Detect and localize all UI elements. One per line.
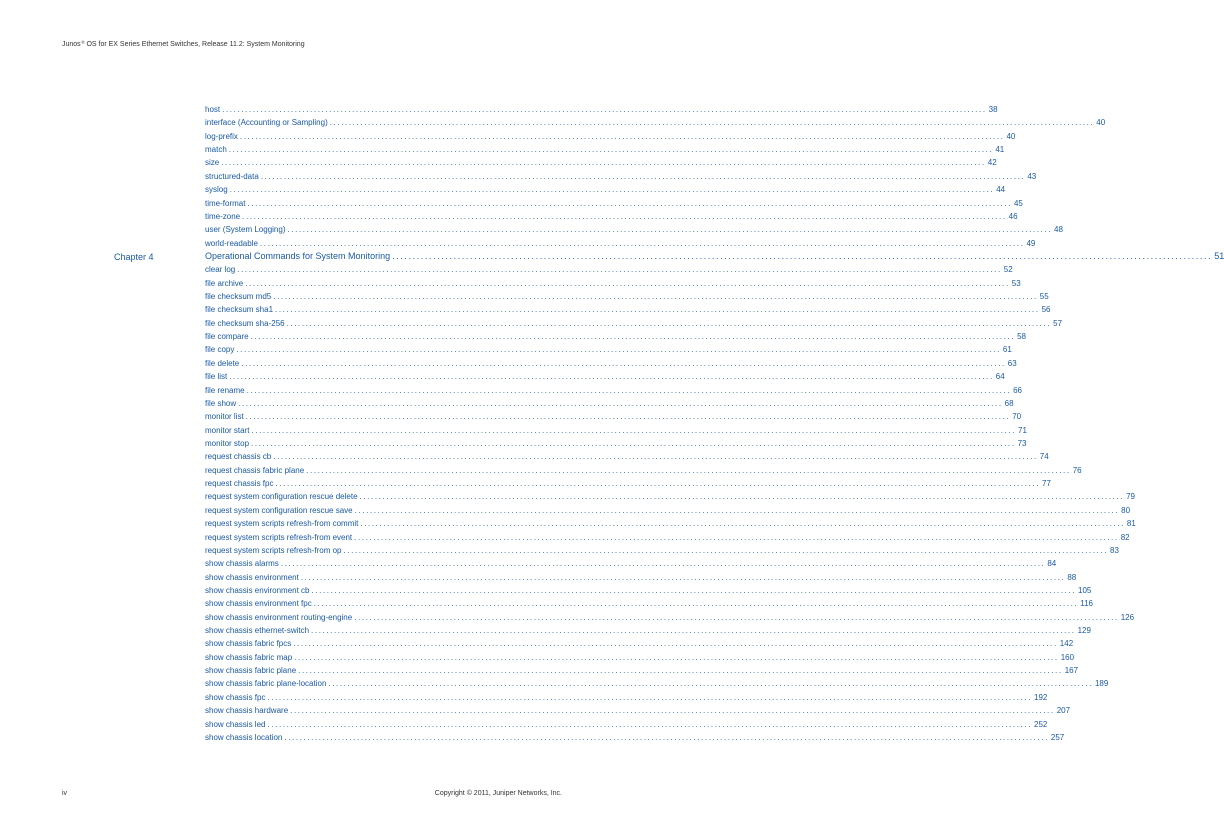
toc-entry-page[interactable]: 66	[1013, 385, 1023, 395]
toc-entry[interactable]	[205, 330, 1027, 343]
toc-entry-title[interactable]: request system scripts refresh-from commit	[205, 519, 359, 529]
toc-entry-page[interactable]: 257	[1050, 732, 1065, 742]
toc-entry[interactable]	[205, 210, 1018, 223]
toc-entry[interactable]	[205, 731, 1065, 744]
toc-entry[interactable]	[205, 464, 1082, 477]
toc-entry-title[interactable]: show chassis hardware	[205, 706, 289, 716]
toc-entry-page[interactable]: 142	[1059, 639, 1074, 649]
toc-entry-page[interactable]: 52	[1003, 265, 1013, 275]
header-title: OS for EX Series Ethernet Switches, Release 11.2: System Monitoring	[84, 41, 305, 48]
toc-entry[interactable]	[205, 597, 1094, 610]
toc-entry-title[interactable]: show chassis alarms	[205, 559, 279, 569]
toc-entry-page[interactable]: 49	[1026, 238, 1036, 248]
toc-entry[interactable]	[205, 544, 1119, 557]
toc-entry-title[interactable]: show chassis location	[205, 732, 283, 742]
dot-leader: ........................................................................................................................................................................................................	[260, 171, 1026, 181]
toc-entry[interactable]	[205, 237, 1036, 250]
toc-entry[interactable]	[205, 624, 1091, 637]
dot-leader: ........................................................................................................................................................................................................	[267, 692, 1032, 702]
toc-entry-page[interactable]: 38	[988, 105, 998, 114]
toc-entry[interactable]	[205, 370, 1005, 383]
toc-entry[interactable]	[205, 410, 1022, 423]
dot-leader: ........................................................................................................................................................................................................	[354, 612, 1119, 622]
toc-entry-page[interactable]: 192	[1034, 692, 1048, 702]
toc-entry[interactable]	[205, 116, 1106, 129]
dot-leader: ........................................................................................................................................................................................................	[236, 345, 1001, 355]
toc-entry-page[interactable]: 56	[1041, 305, 1051, 315]
dot-leader: ........................................................................................................................................................................................................	[259, 238, 1025, 248]
toc-entry-title[interactable]: show chassis environment	[205, 572, 299, 582]
toc-entry-title[interactable]: request chassis cb	[205, 452, 272, 462]
toc-entry-title[interactable]: monitor start	[205, 425, 250, 435]
toc-entry-title[interactable]: file checksum md5	[205, 292, 272, 302]
dot-leader: ........................................................................................................................................................................................................	[267, 719, 1033, 729]
toc-entry-title[interactable]: host	[205, 105, 221, 114]
toc-entry-page[interactable]: 64	[995, 372, 1005, 382]
toc-entry[interactable]	[205, 357, 1017, 370]
toc-entry-title[interactable]: show chassis environment cb	[205, 585, 310, 595]
toc-entry-title[interactable]: file list	[205, 372, 228, 382]
dot-leader: ........................................................................................................................................................................................................	[329, 118, 1095, 128]
dot-leader: ........................................................................................................................................................................................................	[343, 545, 1109, 555]
toc-entry[interactable]	[205, 450, 1049, 463]
dot-leader: ........................................................................................................................................................................................................	[273, 292, 1038, 302]
toc-entry[interactable]	[205, 664, 1079, 677]
dot-leader: ........................................................................................................................................................................................................	[360, 519, 1125, 529]
toc-entry-title[interactable]: world-readable	[205, 238, 258, 248]
toc-entry-page[interactable]: 40	[1096, 118, 1106, 128]
toc-entry-page[interactable]: 73	[1017, 438, 1027, 448]
toc-entry-title[interactable]: user (System Logging)	[205, 225, 286, 235]
toc-entry-page[interactable]: 82	[1120, 532, 1130, 542]
dot-leader: ........................................................................................................................................................................................................	[228, 145, 994, 155]
dot-leader: ........................................................................................................................................................................................................	[280, 559, 1046, 569]
toc-entry-title[interactable]: show chassis environment fpc	[205, 599, 312, 609]
toc-entry[interactable]	[205, 156, 997, 169]
toc-entry[interactable]	[205, 718, 1048, 731]
toc-entry-title[interactable]: file delete	[205, 358, 240, 368]
table-of-contents	[205, 103, 1224, 744]
toc-entry[interactable]	[205, 103, 998, 116]
toc-entry[interactable]	[205, 130, 1016, 143]
toc-entry-title[interactable]: show chassis fpc	[205, 692, 266, 702]
toc-entry-page[interactable]: 55	[1039, 292, 1049, 302]
toc-entry-page[interactable]: 45	[1013, 198, 1023, 208]
toc-entry-page[interactable]: 160	[1060, 652, 1075, 662]
toc-entry[interactable]	[205, 397, 1014, 410]
dot-leader: ........................................................................................................................................................................................................	[290, 706, 1055, 716]
toc-entry-page[interactable]: 51	[1214, 250, 1224, 261]
toc-entry-page[interactable]: 53	[1011, 278, 1021, 288]
toc-entry-page[interactable]: 70	[1012, 412, 1022, 422]
dot-leader: ........................................................................................................................................................................................................	[300, 572, 1066, 582]
toc-entry-page[interactable]: 126	[1120, 612, 1135, 622]
toc-entry[interactable]	[205, 691, 1048, 704]
dot-leader: ........................................................................................................................................................................................................	[293, 639, 1058, 649]
toc-entry-title[interactable]: file checksum sha1	[205, 305, 274, 315]
toc-entry-page[interactable]: 105	[1078, 585, 1092, 595]
toc-entry-title[interactable]: show chassis led	[205, 719, 266, 729]
toc-entry-title[interactable]: request system scripts refresh-from event	[205, 532, 353, 542]
toc-entry[interactable]	[205, 223, 1063, 236]
toc-entry[interactable]	[205, 517, 1136, 530]
toc-entry[interactable]	[205, 197, 1023, 210]
dot-leader: ........................................................................................................................................................................................................	[245, 412, 1011, 422]
dot-leader: ........................................................................................................................................................................................................	[284, 732, 1049, 742]
dot-leader: ........................................................................................................................................................................................................	[392, 250, 1213, 261]
registered-mark: ®	[81, 40, 85, 45]
toc-entry[interactable]	[205, 424, 1027, 437]
toc-entry[interactable]	[205, 490, 1135, 503]
toc-entry-title[interactable]: file compare	[205, 332, 249, 342]
header-product: Junos	[62, 41, 81, 48]
toc-entry-page[interactable]: 40	[1006, 131, 1016, 141]
toc-entry-page[interactable]: 71	[1018, 425, 1027, 435]
dot-leader: ........................................................................................................................................................................................................	[251, 425, 1016, 435]
toc-entry[interactable]	[205, 477, 1051, 490]
toc-entry-title[interactable]: request chassis fabric plane	[205, 465, 305, 475]
toc-chapter-entry[interactable]	[205, 250, 1224, 263]
toc-entry-page[interactable]: 189	[1094, 679, 1109, 689]
dot-leader: ........................................................................................................................................................................................................	[229, 185, 995, 195]
toc-entry[interactable]	[205, 384, 1023, 397]
toc-entry-page[interactable]: 44	[996, 185, 1006, 195]
dot-leader: ........................................................................................................................................................................................................	[311, 626, 1076, 636]
dot-leader: ........................................................................................................................................................................................................	[229, 372, 994, 382]
toc-entry-page[interactable]: 42	[987, 158, 997, 168]
toc-entry-page[interactable]: 116	[1080, 599, 1094, 609]
dot-leader: ........................................................................................................................................................................................................	[221, 158, 986, 168]
running-header	[62, 41, 305, 48]
toc-entry-page[interactable]: 48	[1054, 225, 1063, 235]
toc-entry-page[interactable]: 57	[1053, 318, 1063, 328]
toc-entry-title[interactable]: syslog	[205, 185, 228, 195]
toc-entry-title[interactable]: clear log	[205, 265, 236, 275]
toc-entry-page[interactable]: 88	[1067, 572, 1077, 582]
toc-entry-page[interactable]: 43	[1027, 171, 1037, 181]
toc-entry-title[interactable]: show chassis fabric map	[205, 652, 293, 662]
toc-entry-title[interactable]: file archive	[205, 278, 244, 288]
toc-entry-title[interactable]: request system configuration rescue save	[205, 505, 353, 515]
chapter-label: Chapter 4	[114, 252, 154, 262]
toc-entry[interactable]	[205, 531, 1130, 544]
toc-entry-title[interactable]: size	[205, 158, 220, 168]
toc-entry-title[interactable]: monitor stop	[205, 438, 250, 448]
toc-entry-title[interactable]: Operational Commands for System Monitoring	[205, 250, 391, 261]
dot-leader: ........................................................................................................................................................................................................	[247, 198, 1012, 208]
toc-entry-title[interactable]: show chassis fabric fpcs	[205, 639, 292, 649]
dot-leader: ........................................................................................................................................................................................................	[306, 465, 1071, 475]
toc-entry-title[interactable]: show chassis fabric plane-location	[205, 679, 327, 689]
toc-entry-page[interactable]: 252	[1034, 719, 1048, 729]
toc-entry[interactable]	[205, 677, 1109, 690]
dot-leader: ........................................................................................................................................................................................................	[311, 585, 1077, 595]
toc-entry[interactable]	[205, 651, 1075, 664]
toc-entry-title[interactable]: show chassis environment routing-engine	[205, 612, 353, 622]
dot-leader: ........................................................................................................................................................................................................	[287, 225, 1053, 235]
toc-entry-title[interactable]: request system scripts refresh-from op	[205, 545, 342, 555]
toc-entry-title[interactable]: time-format	[205, 198, 246, 208]
dot-leader: ........................................................................................................................................................................................................	[354, 505, 1120, 515]
toc-entry-page[interactable]: 84	[1047, 559, 1057, 569]
toc-entry-title[interactable]: show chassis fabric plane	[205, 666, 297, 676]
toc-entry-title[interactable]: file rename	[205, 385, 245, 395]
toc-entry-page[interactable]: 207	[1056, 706, 1071, 716]
toc-entry[interactable]	[205, 704, 1071, 717]
toc-entry-title[interactable]: structured-data	[205, 171, 259, 181]
dot-leader: ........................................................................................................................................................................................................	[313, 599, 1079, 609]
dot-leader: ........................................................................................................................................................................................................	[246, 385, 1012, 395]
toc-entry-title[interactable]: log-prefix	[205, 131, 238, 141]
dot-leader: ........................................................................................................................................................................................................	[242, 211, 1007, 221]
toc-entry[interactable]	[205, 143, 1005, 156]
toc-entry[interactable]	[205, 170, 1037, 183]
toc-entry-page[interactable]: 63	[1007, 358, 1017, 368]
toc-entry[interactable]	[205, 303, 1051, 316]
dot-leader: ........................................................................................................................................................................................................	[359, 492, 1125, 502]
toc-entry-page[interactable]: 77	[1042, 479, 1051, 489]
dot-leader: ........................................................................................................................................................................................................	[245, 278, 1010, 288]
toc-entry[interactable]	[205, 504, 1131, 517]
toc-entry[interactable]	[205, 317, 1063, 330]
dot-leader: ........................................................................................................................................................................................................	[241, 358, 1006, 368]
toc-entry[interactable]	[205, 277, 1021, 290]
toc-entry-page[interactable]: 68	[1004, 398, 1014, 408]
toc-entry-title[interactable]: show chassis ethernet-switch	[205, 626, 310, 636]
toc-entry-title[interactable]: match	[205, 145, 227, 155]
dot-leader: ........................................................................................................................................................................................................	[286, 318, 1052, 328]
dot-leader: ........................................................................................................................................................................................................	[294, 652, 1059, 662]
toc-entry[interactable]	[205, 557, 1057, 570]
toc-entry[interactable]	[205, 183, 1006, 196]
toc-entry-page[interactable]: 80	[1121, 505, 1131, 515]
toc-entry-page[interactable]: 61	[1002, 345, 1012, 355]
toc-entry-page[interactable]: 46	[1008, 211, 1018, 221]
toc-entry-page[interactable]: 167	[1064, 666, 1079, 676]
toc-entry-title[interactable]: time-zone	[205, 211, 241, 221]
toc-entry[interactable]	[205, 637, 1074, 650]
toc-entry-title[interactable]: file show	[205, 398, 237, 408]
toc-entry[interactable]	[205, 571, 1077, 584]
dot-leader: ........................................................................................................................................................................................................	[251, 438, 1016, 448]
dot-leader: ........................................................................................................................................................................................................	[222, 105, 987, 114]
toc-entry[interactable]	[205, 437, 1027, 450]
page-number: iv	[62, 790, 68, 797]
copyright-notice: Copyright © 2011, Juniper Networks, Inc.	[434, 790, 562, 797]
dot-leader: ........................................................................................................................................................................................................	[275, 479, 1041, 489]
toc-entry[interactable]	[205, 584, 1092, 597]
toc-entry[interactable]	[205, 611, 1135, 624]
dot-leader: ........................................................................................................................................................................................................	[237, 265, 1002, 275]
toc-entry-page[interactable]: 129	[1077, 626, 1091, 636]
toc-entry-page[interactable]: 81	[1126, 519, 1136, 529]
dot-leader: ........................................................................................................................................................................................................	[250, 332, 1016, 342]
toc-entry-page[interactable]: 83	[1110, 545, 1119, 555]
dot-leader: ........................................................................................................................................................................................................	[354, 532, 1119, 542]
toc-entry-page[interactable]: 58	[1017, 332, 1027, 342]
dot-leader: ........................................................................................................................................................................................................	[273, 452, 1038, 462]
toc-entry-page[interactable]: 74	[1039, 452, 1049, 462]
toc-entry-page[interactable]: 79	[1126, 492, 1135, 502]
dot-leader: ........................................................................................................................................................................................................	[298, 666, 1063, 676]
toc-entry-title[interactable]: interface (Accounting or Sampling)	[205, 118, 328, 128]
toc-entry-title[interactable]: request system configuration rescue delete	[205, 492, 358, 502]
toc-entry[interactable]	[205, 290, 1049, 303]
toc-entry-page[interactable]: 76	[1072, 465, 1082, 475]
toc-entry-title[interactable]: file checksum sha-256	[205, 318, 285, 328]
dot-leader: ........................................................................................................................................................................................................	[328, 679, 1093, 689]
dot-leader: ........................................................................................................................................................................................................	[238, 398, 1003, 408]
toc-entry[interactable]	[205, 343, 1012, 356]
toc-entry[interactable]	[205, 263, 1013, 276]
toc-entry-title[interactable]: file copy	[205, 345, 235, 355]
toc-entry-title[interactable]: request chassis fpc	[205, 479, 274, 489]
toc-entry-page[interactable]: 41	[995, 145, 1005, 155]
dot-leader: ........................................................................................................................................................................................................	[275, 305, 1040, 315]
dot-leader: ........................................................................................................................................................................................................	[239, 131, 1005, 141]
toc-entry-title[interactable]: monitor list	[205, 412, 244, 422]
